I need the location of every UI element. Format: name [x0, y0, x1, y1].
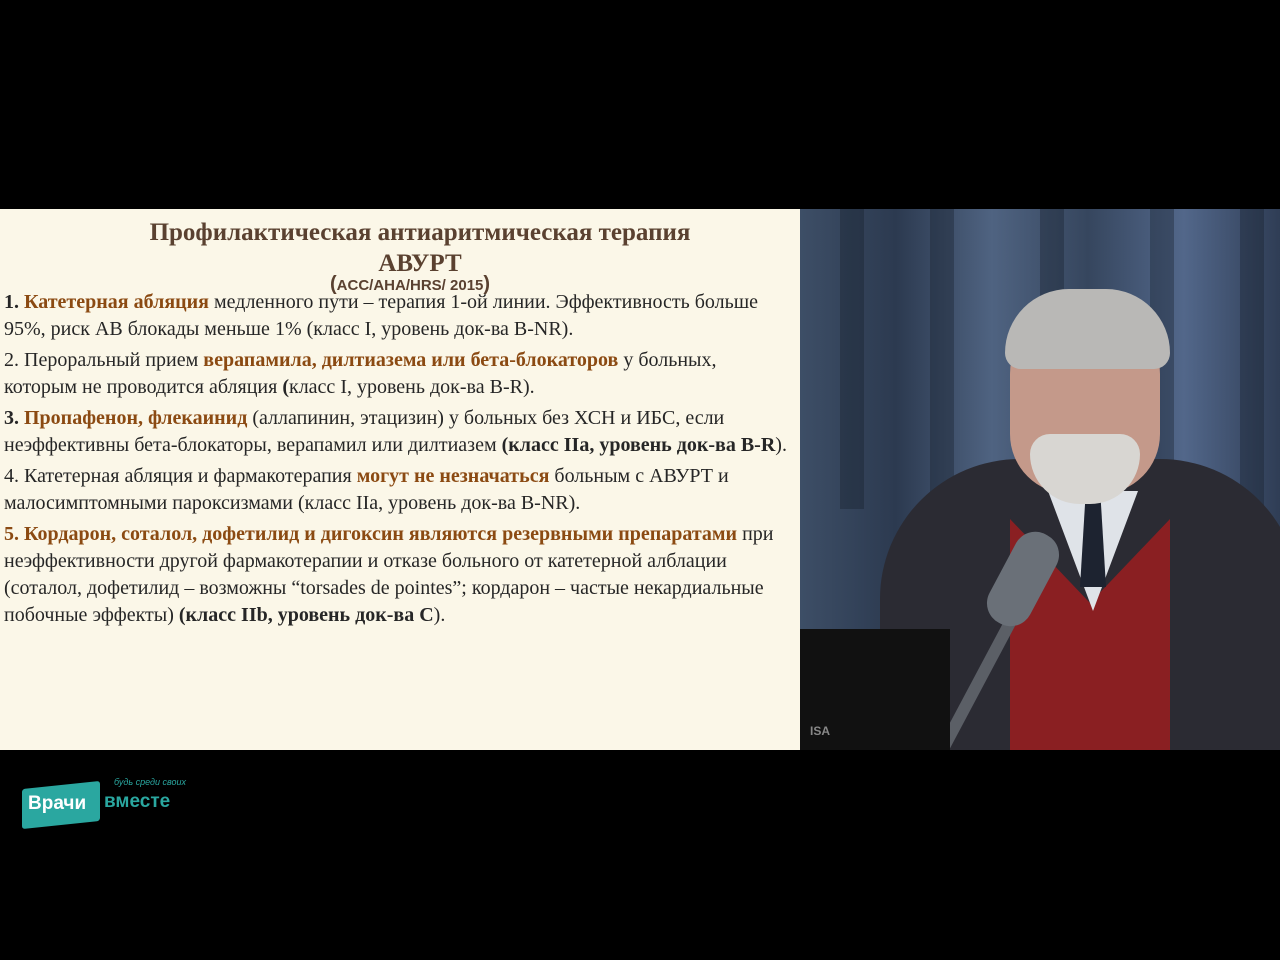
list-item-number: 3. — [4, 407, 19, 429]
list-item-text: у больных, которым не проводится абляция — [4, 349, 717, 398]
list-item-text: больным с АВУРТ и малосимптомными пароксизмами (класс IIa, уровень док-ва B-NR). — [4, 465, 729, 514]
logo-tagline: будь среди своих — [114, 777, 186, 787]
curtain-fold — [840, 209, 864, 509]
list-item-number: 5. — [4, 523, 19, 545]
laptop-label: ISA — [810, 724, 831, 738]
slide-list — [4, 289, 794, 633]
slide-title — [0, 217, 800, 279]
subtitle-text: ACC/AHA/HRS/ 2015 — [336, 277, 484, 294]
list-item — [4, 521, 794, 629]
vrachi-vmeste-logo — [22, 777, 202, 833]
list-item-text: Пероральный прием — [19, 349, 204, 371]
list-item-text: класс I, уровень док-ва B-R). — [288, 376, 535, 398]
list-item — [4, 463, 794, 517]
list-item-highlight: Кордарон, соталол, дофетилид и дигоксин являются резервными препаратами — [24, 523, 738, 545]
subtitle-paren-close: ) — [483, 273, 491, 295]
list-item — [4, 405, 794, 459]
list-item-number: 2. — [4, 349, 19, 371]
list-item-highlight: Пропафенон, флекаинид — [24, 407, 248, 429]
presentation-slide — [0, 209, 800, 750]
slide-title-line1: Профилактическая антиаритмическая терапия — [149, 219, 691, 246]
subtitle-paren-open: ( — [330, 273, 337, 295]
list-item-number: 1. — [4, 291, 19, 313]
speaker-video — [800, 209, 1280, 750]
curtain-fold — [930, 209, 954, 509]
list-item-text: ). — [433, 604, 446, 626]
curtain-fold — [1240, 209, 1264, 509]
speaker-hair — [1005, 289, 1170, 369]
list-item-text: Катетерная абляция и фармакотерапия — [19, 465, 357, 487]
logo-text-vmeste: вместе — [104, 791, 171, 812]
list-item-highlight: Катетерная абляция — [24, 291, 209, 313]
logo-text-vrachi: Врачи — [28, 793, 87, 814]
list-item-number: 4. — [4, 465, 19, 487]
slide-title-line2: АВУРТ — [378, 250, 462, 277]
list-item — [4, 289, 794, 343]
list-item-text: при неэффективности другой фармакотерапии и отказе больного от катетерной алблации (соталол, дофетилид – возможны “torsades de pointes”; кордарон – частые некардиальные побочные эффекты) — [4, 523, 774, 626]
list-item — [4, 347, 794, 401]
list-item-bold: (класс IIa, уровень док-ва B-R — [501, 434, 776, 456]
list-item-text: ). — [775, 434, 787, 456]
list-item-bold: ( — [282, 376, 289, 398]
list-item-text: (аллапинин, этацизин) у больных без ХСН и ИБС, если неэффективны бета-блокаторы, верапамил или дилтиазем — [4, 407, 725, 456]
list-item-highlight: верапамила, дилтиазема или бета-блокаторов — [203, 349, 619, 371]
list-item-text: медленного пути – терапия 1-ой линии. Эффективность больше 95%, риск АВ блокады меньше 1% (класс I, уровень док-ва B-NR). — [4, 291, 759, 340]
list-item-bold: (класс IIb, уровень док-ва C — [178, 604, 434, 626]
list-item-highlight: могут не незначаться — [356, 465, 550, 487]
